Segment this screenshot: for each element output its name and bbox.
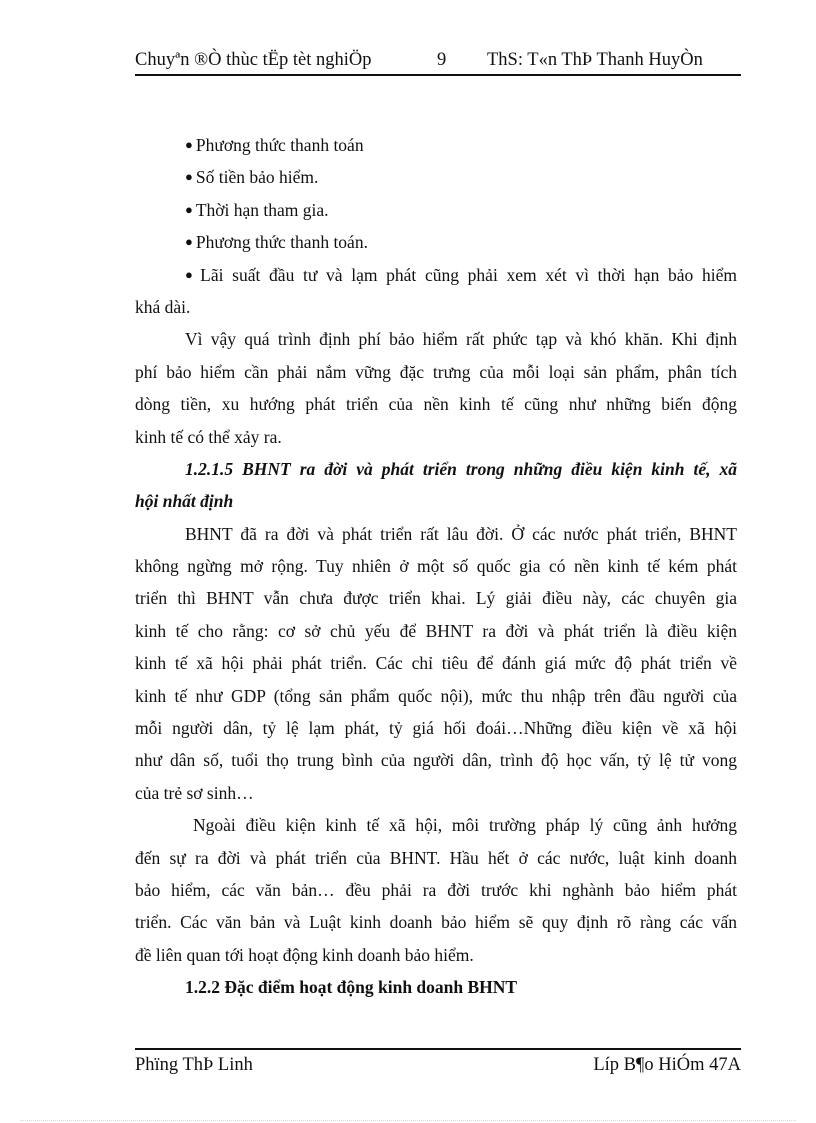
footer-class: Líp B¶o HiÓm 47A bbox=[593, 1055, 741, 1075]
paragraph-line: Ngoài điều kiện kinh tế xã hội, môi trường pháp lý cũng ảnh hưởng bbox=[193, 815, 737, 836]
bullet-continuation: khá dài. bbox=[135, 296, 191, 317]
header-document-title: Chuyªn ®Ò thùc tËp tèt nghiÖp bbox=[135, 50, 372, 70]
paragraph-line: mỗi người dân, tỷ lệ lạm phát, tỷ giá hối đoái…Những điều kiện về xã hội bbox=[135, 718, 737, 739]
page-body bbox=[135, 129, 737, 1004]
page-header bbox=[135, 48, 741, 76]
bullet-dot-icon: ● bbox=[185, 137, 193, 152]
bullet-item bbox=[135, 194, 737, 226]
paragraph-line: triển thì BHNT vẫn chưa được triển khai. Lý giải điều này, các chuyên gia bbox=[135, 588, 737, 609]
bullet-item bbox=[135, 226, 737, 258]
paragraph-line: Vì vậy quá trình định phí bảo hiểm rất phức tạp và khó khăn. Khi định bbox=[185, 329, 737, 350]
bullet-text: Số tiền bảo hiểm. bbox=[195, 167, 319, 188]
paragraph-line: đến sự ra đời và phát triển của BHNT. Hầu hết ở các nước, luật kinh doanh bbox=[135, 847, 737, 868]
page-edge-rule bbox=[20, 1120, 796, 1121]
paragraph-line: BHNT đã ra đời và phát triển rất lâu đời. Ở các nước phát triển, BHNT bbox=[185, 523, 737, 544]
paragraph-line: kinh tế có thể xảy ra. bbox=[135, 426, 282, 447]
bullet-text: Thời hạn tham gia. bbox=[195, 199, 329, 220]
section-heading-1215: 1.2.1.5 BHNT ra đời và phát triển trong những điều kiện kinh tế, xã bbox=[185, 458, 737, 479]
paragraph-line: của trẻ sơ sinh… bbox=[135, 782, 254, 803]
bullet-text: Phương thức thanh toán. bbox=[195, 232, 368, 253]
section-heading-1215-cont: hội nhất định bbox=[135, 491, 234, 512]
paragraph-line: kinh tế cho rằng: cơ sở chủ yếu để BHNT ra đời và phát triển là điều kiện bbox=[135, 620, 737, 641]
bullet-dot-icon: ● bbox=[185, 234, 193, 250]
bullet-item bbox=[135, 161, 737, 193]
paragraph-line: đề liên quan tới hoạt động kinh doanh bảo hiểm. bbox=[135, 944, 474, 965]
section-heading-122: 1.2.2 Đặc điểm hoạt động kinh doanh BHNT bbox=[185, 977, 518, 998]
bullet-item bbox=[135, 129, 737, 161]
paragraph-line: bảo hiểm, các văn bản… đều phải ra đời trước khi nghành bảo hiểm phát bbox=[135, 879, 737, 900]
footer-author: Phïng ThÞ Linh bbox=[135, 1055, 253, 1075]
header-page-number: 9 bbox=[437, 50, 447, 70]
paragraph-line: kinh tế như GDP (tổng sản phẩm quốc nội), mức thu nhập trên đầu người của bbox=[135, 685, 737, 706]
bullet-text: Lãi suất đầu tư và lạm phát cũng phải xem xét vì thời hạn bảo hiểm bbox=[200, 264, 737, 285]
paragraph-line: như dân số, tuổi thọ trung bình của người dân, trình độ học vấn, tỷ lệ tử vong bbox=[135, 750, 737, 771]
paragraph-line: triển. Các văn bản và Luật kinh doanh bảo hiểm sẽ quy định rõ ràng các vấn bbox=[135, 912, 737, 933]
bullet-dot-icon: ● bbox=[185, 266, 198, 282]
bullet-text: Phương thức thanh toán bbox=[195, 135, 364, 155]
header-supervisor: ThS: T«n ThÞ Thanh HuyÒn bbox=[487, 50, 703, 70]
bullet-dot-icon: ● bbox=[185, 169, 193, 185]
bullet-item bbox=[135, 259, 737, 291]
paragraph-line: phí bảo hiểm cần phải nắm vững đặc trưng của mỗi loại sản phẩm, phân tích bbox=[135, 361, 737, 382]
page-footer bbox=[135, 1048, 741, 1080]
paragraph-line: dòng tiền, xu hướng phát triển của nền kinh tế cũng như những biến động bbox=[135, 394, 737, 415]
paragraph-line: không ngừng mở rộng. Tuy nhiên ở một số quốc gia có nền kinh tế kém phát bbox=[135, 556, 737, 577]
bullet-dot-icon: ● bbox=[185, 201, 193, 217]
paragraph-line: kinh tế xã hội phải phát triển. Các chỉ tiêu để đánh giá mức độ phát triển về bbox=[135, 653, 737, 674]
